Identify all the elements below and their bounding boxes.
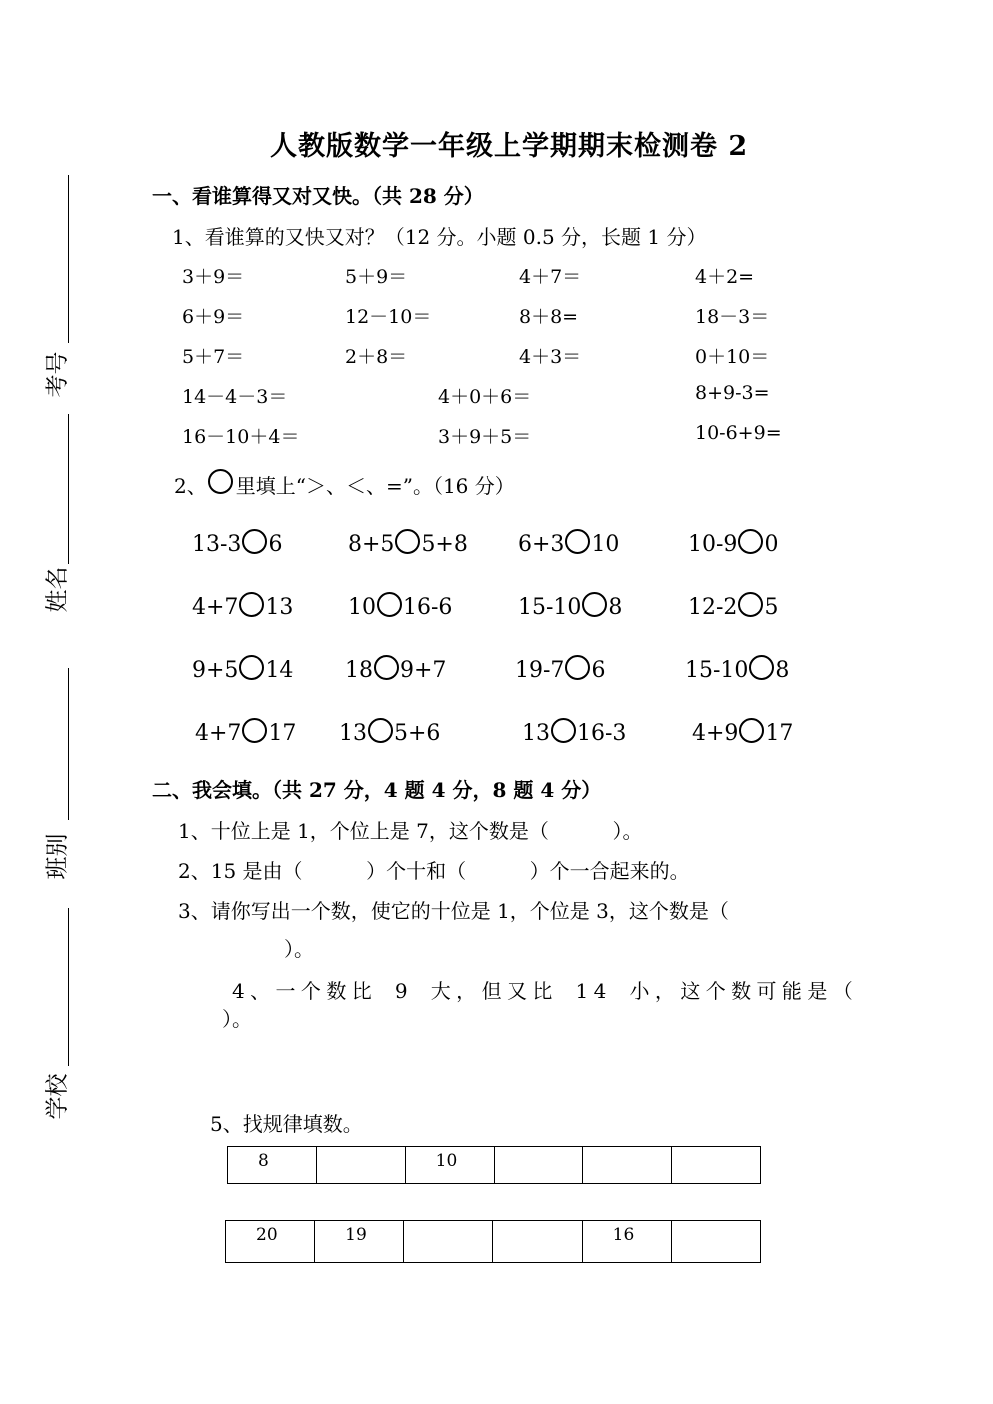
answer-circle[interactable]: [565, 529, 590, 554]
compare-right: 9+7: [400, 658, 447, 683]
answer-circle[interactable]: [749, 655, 774, 680]
answer-circle[interactable]: [551, 718, 576, 743]
compare-right: 10: [591, 532, 620, 557]
compare-left: 6+3: [518, 532, 565, 557]
compare-item: [339, 721, 440, 746]
pattern-cell[interactable]: [671, 1221, 760, 1263]
compare-left: 4+7: [192, 595, 239, 620]
pattern-cell: 8: [228, 1147, 317, 1184]
pattern-cell[interactable]: [672, 1147, 761, 1184]
section1-heading: 一、看谁算得又对又快。（共 28 分）: [152, 184, 484, 208]
compare-left: 8+5: [348, 532, 395, 557]
side-label-name: 姓名: [44, 566, 71, 613]
answer-circle[interactable]: [368, 718, 393, 743]
pattern-cell: 10: [405, 1147, 494, 1184]
compare-item: [685, 658, 789, 683]
pattern-cell: 16: [582, 1221, 671, 1263]
compare-left: 10-9: [688, 532, 738, 557]
calc-2-4: 18－3＝: [695, 306, 770, 328]
answer-circle[interactable]: [395, 529, 420, 554]
calc-long-2-2: 3＋9＋5＝: [438, 426, 532, 448]
s2-q4-line1: 4、一个数比 9 大，但又比 14 小，这个数可能是（: [232, 979, 859, 1003]
side-line-3: [68, 668, 69, 820]
calc-1-2: 5＋9＝: [345, 266, 408, 288]
s2-q5: 5、找规律填数。: [210, 1112, 363, 1136]
compare-right: 13: [265, 595, 294, 620]
calc-3-2: 2＋8＝: [345, 346, 408, 368]
calc-long-2-1: 16－10＋4＝: [182, 426, 300, 448]
compare-left: 4+9: [692, 721, 739, 746]
compare-item: [688, 532, 778, 557]
pattern-cell[interactable]: [583, 1147, 672, 1184]
compare-left: 12-2: [688, 595, 738, 620]
s2-q3-line2: ）。: [284, 937, 314, 961]
compare-item: [192, 532, 282, 557]
calc-3-1: 5＋7＝: [182, 346, 245, 368]
s2-q1: 1、十位上是 1，个位上是 7，这个数是（ ）。: [178, 819, 643, 843]
answer-circle[interactable]: [242, 529, 267, 554]
compare-right: 5+6: [394, 721, 441, 746]
compare-right: 16-6: [403, 595, 453, 620]
pattern-cell[interactable]: [493, 1221, 582, 1263]
compare-left: 10: [348, 595, 376, 620]
calc-long-1-1: 14－4－3＝: [182, 386, 288, 408]
compare-right: 16-3: [577, 721, 627, 746]
answer-circle[interactable]: [374, 655, 399, 680]
compare-right: 5+8: [421, 532, 468, 557]
compare-item: [348, 532, 468, 557]
calc-2-2: 12－10＝: [345, 306, 432, 328]
compare-item: [522, 721, 626, 746]
calc-long-2-3: 10-6+9=: [695, 422, 782, 444]
pattern-cell: 19: [315, 1221, 404, 1263]
answer-circle[interactable]: [565, 655, 590, 680]
compare-right: 17: [268, 721, 297, 746]
compare-left: 19-7: [515, 658, 565, 683]
answer-circle[interactable]: [582, 592, 607, 617]
compare-left: 15-10: [685, 658, 749, 683]
side-label-school: 学校: [44, 1073, 71, 1120]
compare-right: 6: [591, 658, 606, 683]
calc-1-3: 4＋7＝: [519, 266, 582, 288]
answer-circle[interactable]: [738, 592, 763, 617]
calc-1-4: 4＋2=: [695, 266, 755, 288]
answer-circle[interactable]: [738, 529, 763, 554]
page-title: 人教版数学一年级上学期期末检测卷 2: [270, 131, 749, 162]
answer-circle[interactable]: [239, 592, 264, 617]
calc-long-1-3: 8+9-3=: [695, 382, 770, 404]
compare-right: 17: [765, 721, 794, 746]
compare-item: [688, 595, 778, 620]
compare-item: [192, 595, 293, 620]
q2-suffix: 里填上“＞、＜、=”。（16 分）: [235, 474, 515, 498]
pattern-cell: 20: [226, 1221, 315, 1263]
side-label-class: 班别: [44, 833, 71, 880]
blank-circle-icon: [208, 469, 233, 494]
answer-circle[interactable]: [739, 718, 764, 743]
pattern-table-2: [225, 1220, 761, 1263]
compare-left: 4+7: [195, 721, 242, 746]
pattern-table-1: [227, 1146, 761, 1184]
answer-circle[interactable]: [239, 655, 264, 680]
compare-left: 13: [522, 721, 550, 746]
compare-item: [515, 658, 605, 683]
side-line-1: [68, 175, 69, 343]
q1-instruction: 1、看谁算的又快又对？（12 分。小题 0.5 分，长题 1 分）: [172, 225, 707, 249]
compare-right: 8: [775, 658, 790, 683]
compare-left: 18: [345, 658, 373, 683]
compare-left: 15-10: [518, 595, 582, 620]
compare-item: [345, 658, 446, 683]
compare-item: [192, 658, 293, 683]
compare-item: [692, 721, 793, 746]
pattern-cell[interactable]: [316, 1147, 405, 1184]
side-line-4: [68, 908, 69, 1066]
compare-right: 6: [268, 532, 283, 557]
compare-item: [518, 595, 622, 620]
s2-q2: 2、15 是由（ ）个十和（ ）个一合起来的。: [178, 859, 690, 883]
side-line-2: [68, 414, 69, 564]
pattern-cell[interactable]: [404, 1221, 493, 1263]
calc-2-1: 6＋9＝: [182, 306, 245, 328]
side-label-exam-no: 考号: [44, 351, 71, 398]
compare-left: 13: [339, 721, 367, 746]
compare-right: 0: [764, 532, 779, 557]
compare-right: 8: [608, 595, 623, 620]
q2-instruction: [174, 470, 515, 499]
q2-prefix: 2、: [174, 474, 207, 498]
calc-1-1: 3＋9＝: [182, 266, 245, 288]
answer-circle[interactable]: [377, 592, 402, 617]
s2-q3-line1: 3、请你写出一个数，使它的十位是 1，个位是 3，这个数是（: [178, 899, 729, 923]
s2-q4-line2: ）。: [222, 1007, 252, 1031]
compare-item: [195, 721, 296, 746]
calc-long-1-2: 4＋0＋6＝: [438, 386, 532, 408]
compare-left: 13-3: [192, 532, 242, 557]
compare-right: 14: [265, 658, 294, 683]
compare-item: [518, 532, 619, 557]
section2-heading: 二、我会填。（共 27 分，4 题 4 分，8 题 4 分）: [152, 778, 602, 802]
calc-2-3: 8＋8=: [519, 306, 579, 328]
compare-left: 9+5: [192, 658, 239, 683]
answer-circle[interactable]: [242, 718, 267, 743]
calc-3-4: 0＋10＝: [695, 346, 770, 368]
compare-right: 5: [764, 595, 779, 620]
calc-3-3: 4＋3＝: [519, 346, 582, 368]
pattern-cell[interactable]: [494, 1147, 583, 1184]
compare-item: [348, 595, 452, 620]
